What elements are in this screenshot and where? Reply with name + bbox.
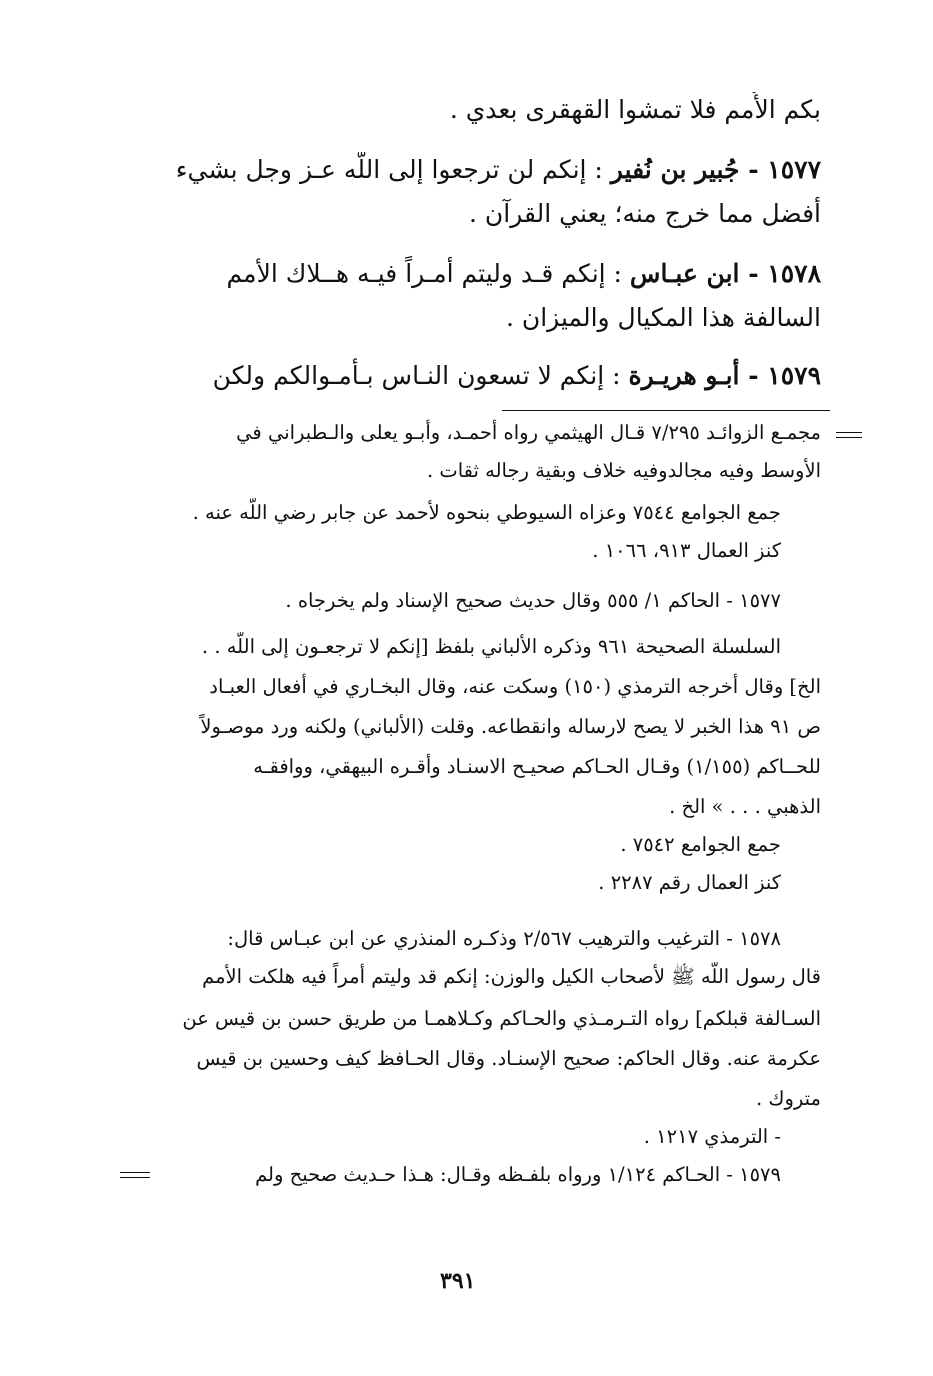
entry-1577-narrator: جُبير بن نُفير	[610, 155, 740, 184]
footnote-line-12: كنز العمال رقم ٢٢٨٧ .	[598, 871, 781, 894]
footnote-line-1: مجمـع الزوائـد ٧/٢٩٥ قـال الهيثمي رواه أحمـد، وأبـو يعلى والـطبراني في	[236, 421, 821, 444]
entry-1578-number: ١٥٧٨ -	[739, 259, 821, 288]
footnote-line-14: قال رسول اللّه ﷺ لأصحاب الكيل والوزن: إنكم قد وليتم أمراً فيه هلكت الأمم	[202, 965, 821, 988]
entry-1577-number: ١٥٧٧ -	[739, 155, 821, 184]
footnote-line-9: للحــاكم (١/١٥٥) وقـال الحـاكم صحيـح الاسنـاد وأقـره البيهقي، ووافقـه	[253, 755, 821, 778]
footnote-line-19: ١٥٧٩ - الحـاكم ١/١٢٤ ورواه بلفـظه وقـال: هـذا حـديث صحيح ولم	[255, 1163, 781, 1186]
entry-1579-line-1	[101, 358, 821, 394]
footnote-line-10: الذهبي . . . » الخ .	[669, 795, 821, 818]
footnote-separator	[502, 410, 830, 411]
entry-1577-line-2: أفضل مما خرج منه؛ يعني القرآن .	[469, 199, 821, 228]
footnote-line-18: - الترمذي ١٢١٧ .	[643, 1125, 781, 1148]
footnote-line-3: جمع الجوامع ٧٥٤٤ وعزاه السيوطي بنحوه لأحمد عن جابر رضي اللّه عنه .	[192, 501, 781, 524]
footnote-line-7: الخ] وقال أخرجه الترمذي (١٥٠) وسكت عنه، وقال البخـاري في أفعال العبـاد	[209, 675, 821, 698]
main-line-1: بكم الأُمم فلا تمشوا القهقرى بعدي .	[449, 95, 821, 124]
entry-1577-line-1	[101, 152, 821, 188]
entry-1579-number: ١٥٧٩ -	[739, 361, 821, 390]
footnote-line-4: كنز العمال ٩١٣، ١٠٦٦ .	[592, 539, 781, 562]
footnote-line-11: جمع الجوامع ٧٥٤٢ .	[620, 833, 781, 856]
footnote-line-15: السـالفة قبلكم] رواه التـرمـذي والحـاكم وكـلاهمـا من طريق حسن بن قيس عن	[182, 1007, 821, 1030]
entry-1578-line-2: السالفة هذا المكيال والميزان .	[505, 303, 821, 332]
entry-1578-line-1	[101, 256, 821, 292]
entry-1577-text: : إنكم لن ترجعوا إلى اللّه عـز وجل بشيء	[175, 155, 611, 184]
footnote-line-8: ص ٩١ هذا الخبر لا يصح لارساله وانقطاعه. وقلت (الألباني) ولكنه ورد موصـولاً	[200, 715, 821, 738]
footnote-line-17: متروك .	[756, 1087, 821, 1110]
page-number: ٣٩١	[440, 1268, 476, 1294]
entry-1578-narrator: ابن عبـاس	[629, 259, 740, 288]
footnote-line-5: ١٥٧٧ - الحاكم ١/ ٥٥٥ وقال حديث صحيح الإسناد ولم يخرجاه .	[285, 589, 781, 612]
continuation-mark-bottom	[120, 1172, 150, 1182]
entry-1579-narrator: أبـو هريـرة	[628, 361, 740, 390]
entry-1578-text: : إنكم قـد وليتم أمـراً فيـه هــلاك الأمم	[226, 259, 630, 288]
footnote-line-2: الأوسط وفيه مجالدوفيه خلاف وبقية رجاله ثقات .	[426, 459, 821, 482]
entry-1579-text: : إنكم لا تسعون النـاس بـأمـوالكم ولكن	[212, 361, 629, 390]
footnote-line-13: ١٥٧٨ - الترغيب والترهيب ٢/٥٦٧ وذكـره المنذري عن ابن عبـاس قال:	[227, 927, 781, 950]
footnote-line-6: السلسلة الصحيحة ٩٦١ وذكره الألباني بلفظ [إنكم لا ترجعـون إلى اللّه . .	[201, 635, 781, 658]
continuation-mark-top	[836, 432, 862, 442]
footnote-line-16: عكرمة عنه. وقال الحاكم: صحيح الإسنـاد. وقال الحـافظ كيف وحسين بن قيس	[196, 1047, 821, 1070]
